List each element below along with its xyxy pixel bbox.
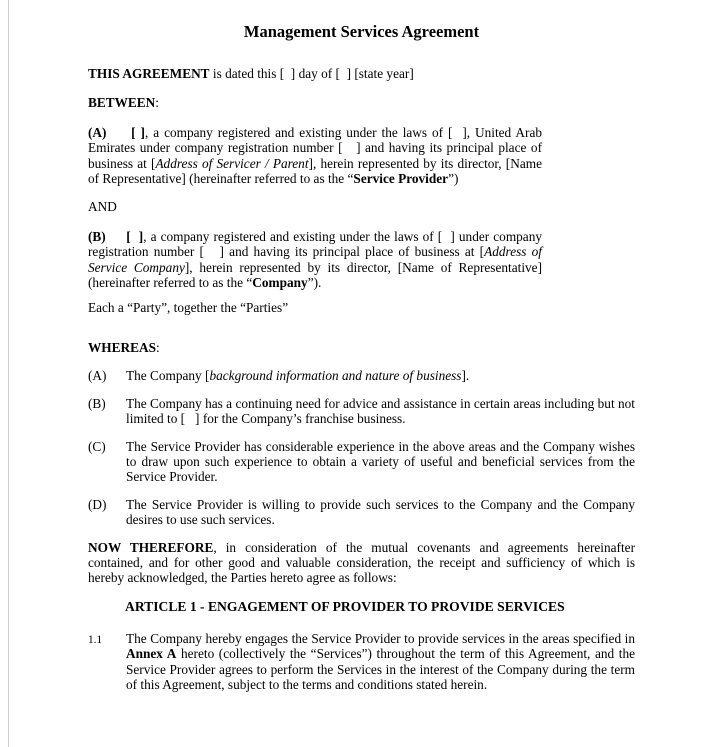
agreement-date-line (88, 66, 635, 81)
recital-a-text (126, 368, 635, 383)
text-run: Address of Servicer / Parent (155, 155, 309, 171)
document-title (88, 22, 635, 41)
page-left-edge-line (8, 0, 9, 747)
text-run: BETWEEN (88, 95, 156, 111)
text-run: ], herein represented by its director, [Name of Representative] (hereinafter referred to as the “ (88, 155, 542, 187)
text-run (106, 125, 131, 140)
text-run: , a company registered and existing under the laws of [ ], United Arab Emirates under company registration number [ ] and having its principal place of business at [ (88, 124, 542, 171)
recital-c-label: (C) (88, 438, 106, 454)
text-run: ARTICLE 1 - ENGAGEMENT OF PROVIDER TO PROVIDE SERVICES (125, 598, 565, 614)
text-run: ]. (461, 368, 470, 384)
text-run: (B) (88, 228, 106, 244)
text-run: Company (252, 275, 308, 291)
clause-1-1-number: 1.1 (88, 633, 103, 646)
text-run (106, 229, 126, 244)
text-run: ”). (307, 275, 322, 291)
text-run: THIS AGREEMENT (88, 66, 210, 81)
clause-1-1 (88, 631, 635, 693)
text-run: [ ] (126, 228, 144, 244)
article-1-heading (125, 599, 635, 615)
text-run: The Company [ (126, 368, 210, 384)
text-run: Address of Service Company (88, 244, 542, 275)
text-run: , in consideration of the mutual covenants and agreements hereinafter contained, and for other good and valuable consideration, the receipt and sufficiency of which is hereby acknowledged, the Parties hereto agree as follows: (88, 539, 635, 586)
text-run: WHEREAS (88, 339, 156, 355)
recital-d (88, 497, 635, 528)
text-run: : (155, 339, 160, 355)
whereas-heading (88, 340, 635, 355)
text-run: The Company has a continuing need for advice and assistance in certain areas including but not limited to [ ] for the Company’s franchise business. (126, 395, 635, 427)
document-content (88, 0, 635, 704)
and-connector (88, 199, 635, 214)
text-run: The Company hereby engages the Service Provider to provide services in the areas specified in (126, 630, 635, 646)
recital-b (88, 396, 635, 427)
parties-definition-line (88, 300, 635, 315)
now-therefore-paragraph (88, 540, 635, 586)
recital-d-label: (D) (88, 496, 107, 512)
text-run: ], herein represented by its director, [Name of Representative](hereinafter referred to as the “ (88, 259, 542, 291)
text-run: The Service Provider is willing to provide such services to the Company and the Company desires to use such services. (126, 496, 635, 528)
recital-b-label: (B) (88, 395, 106, 411)
between-heading (88, 95, 635, 110)
text-run: NOW THEREFORE (88, 539, 214, 555)
text-run: Annex A (126, 646, 177, 662)
recital-a (88, 368, 635, 383)
text-run: Management Services Agreement (243, 22, 480, 41)
party-a-paragraph (88, 125, 542, 187)
text-run: The Service Provider has considerable experience in the above areas and the Company wishes to draw upon such experience to obtain a variety of useful and beneficial services from the Service Provider. (126, 438, 635, 485)
recital-d-text (126, 497, 635, 528)
text-run: background information and nature of business (209, 368, 462, 384)
text-run: ”) (448, 171, 459, 187)
recital-c-text (126, 439, 635, 485)
recital-a-label: (A) (88, 368, 107, 384)
clause-1-1-text (126, 631, 635, 693)
recital-b-text (126, 396, 635, 427)
text-run: hereto (collectively the “Services”) throughout the term of this Agreement, and the Service Provider agrees to perform the Services in the interest of the Company during the term of this Agreement, subject to the terms and conditions stated herein. (126, 646, 635, 692)
party-b-paragraph (88, 229, 542, 291)
text-run: is dated this [ ] day of [ ] [state year] (209, 66, 414, 81)
text-run: : (155, 95, 159, 111)
text-run: (A) (88, 124, 107, 140)
text-run: Each a “Party”, together the “Parties” (88, 300, 289, 316)
recital-c (88, 439, 635, 485)
text-run: [ ] (131, 124, 145, 140)
text-run: Service Provider (353, 171, 449, 187)
text-run: AND (88, 199, 117, 215)
text-run: , a company registered and existing under the laws of [ ] under company registration number [ ] and having its principal place of business at [ (88, 228, 543, 260)
